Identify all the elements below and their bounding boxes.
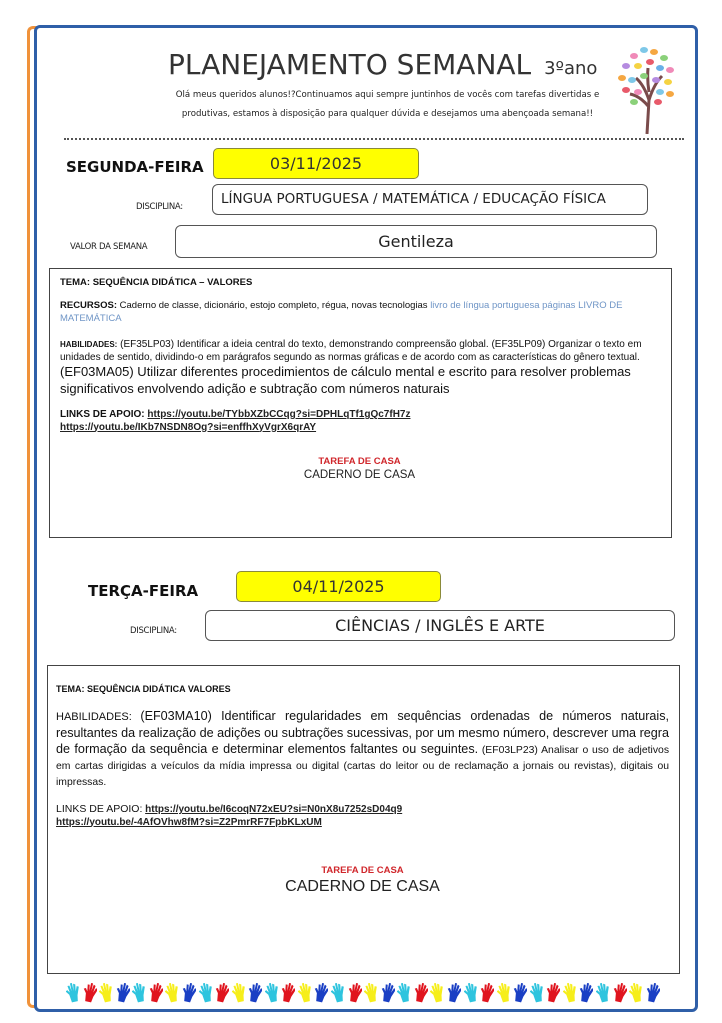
hand-icon <box>430 983 444 1003</box>
disciplina-label-monday: DISCIPLINA: <box>136 202 183 212</box>
hand-icon <box>464 983 478 1003</box>
hand-icon <box>99 983 113 1003</box>
hand-icon <box>165 983 179 1003</box>
habilidades-small-text: (EF03LP23) Analisar o uso de adjetivos em cartas dirigidas a veículos da mídia impressa ou digital (cartas do leitor ou de reclamação a jornais ou revistas), digitais ou impressas. <box>56 745 670 788</box>
hand-icon <box>579 983 593 1003</box>
hand-icon <box>132 983 146 1003</box>
links-label: LINKS DE APOIO: <box>56 803 143 815</box>
greeting-text: Olá meus queridos alunos!?Continuamos aqui sempre juntinhos de vocês com tarefas divertidas e produtivas, estamos à disposição para qualquer dúvida e desejamos uma abençoada semana!! <box>175 90 600 119</box>
hand-icon <box>364 983 378 1003</box>
tarefa-label-tuesday: TAREFA DE CASA <box>321 865 404 876</box>
disciplina-label-tuesday: DISCIPLINA: <box>130 626 177 636</box>
habilidades-monday <box>60 339 659 397</box>
hand-icon <box>629 983 643 1003</box>
hand-icon <box>397 983 411 1003</box>
tema-tuesday: TEMA: SEQUÊNCIA DIDÁTICA VALORES <box>56 684 231 694</box>
tree-icon <box>614 40 678 134</box>
tarefa-text-monday: CADERNO DE CASA <box>303 469 416 481</box>
hand-icon <box>381 983 395 1003</box>
hand-icon <box>646 983 660 1003</box>
hand-icon <box>563 983 577 1003</box>
hands-decorative-border <box>66 983 660 1005</box>
links-monday <box>60 409 659 434</box>
hand-icon <box>596 983 610 1003</box>
hand-icon <box>447 983 461 1003</box>
day-label-monday: SEGUNDA-FEIRA <box>66 158 204 176</box>
hand-icon <box>248 983 262 1003</box>
valor-semana-field[interactable]: Gentileza <box>175 225 657 258</box>
disciplina-field-monday[interactable]: LÍNGUA PORTUGUESA / MATEMÁTICA / EDUCAÇÃO FÍSICA <box>212 184 648 215</box>
dotted-divider <box>64 138 684 140</box>
hand-icon <box>281 983 295 1003</box>
hand-icon <box>414 983 428 1003</box>
hand-icon <box>182 983 196 1003</box>
disciplina-field-tuesday[interactable]: CIÊNCIAS / INGLÊS E ARTE <box>205 610 675 641</box>
title-text: PLANEJAMENTO SEMANAL <box>168 48 532 81</box>
hand-icon <box>116 983 130 1003</box>
habilidades-big-text: (EF03MA10) Identificar regularidades em sequências ordenadas de números naturais, resultantes da realização de adições ou subtrações sucessivas, por um mesmo número, descrever uma regra de formação da sequência e determinar elementos faltantes ou seguintes. <box>56 709 670 756</box>
hand-icon <box>66 983 80 1003</box>
tarefa-label-monday: TAREFA DE CASA <box>318 456 401 467</box>
recursos-monday <box>60 300 659 325</box>
hand-icon <box>314 983 328 1003</box>
links-tuesday <box>56 803 669 829</box>
support-link-1[interactable]: https://youtu.be/I6coqN72xEU?si=N0nX8u7252sD04q9 <box>145 804 403 815</box>
hand-icon <box>331 983 345 1003</box>
habilidades-label: HABILIDADES: <box>56 711 132 723</box>
hand-icon <box>497 983 511 1003</box>
date-field-monday[interactable]: 03/11/2025 <box>213 148 419 179</box>
recursos-text: Caderno de classe, dicionário, estojo completo, régua, novas tecnologias <box>119 300 428 311</box>
hand-icon <box>298 983 312 1003</box>
links-label: LINKS DE APOIO: <box>60 409 145 420</box>
hand-icon <box>480 983 494 1003</box>
recursos-label: RECURSOS: <box>60 300 118 311</box>
grade-label: 3ºano <box>544 58 598 79</box>
support-link-2[interactable]: https://youtu.be/-4AfOVhw8fM?si=Z2PmrRF7FpbKLxUM <box>56 816 322 828</box>
habilidades-tuesday <box>56 708 669 791</box>
hand-icon <box>613 983 627 1003</box>
habilidades-label: HABILIDADES: <box>60 340 118 349</box>
monday-content-box <box>49 268 672 538</box>
hand-icon <box>83 983 97 1003</box>
date-field-tuesday[interactable]: 04/11/2025 <box>236 571 441 602</box>
tarefa-text-tuesday: CADERNO DE CASA <box>285 878 440 895</box>
day-label-tuesday: TERÇA-FEIRA <box>88 582 199 600</box>
support-link-2[interactable]: https://youtu.be/IKb7NSDN8Og?si=enffhXyVgrX6qrAY <box>60 421 317 433</box>
hand-icon <box>149 983 163 1003</box>
tema-monday: TEMA: SEQUÊNCIA DIDÁTICA – VALORES <box>60 277 253 288</box>
hand-icon <box>513 983 527 1003</box>
tuesday-content-box <box>47 665 680 974</box>
hand-icon <box>265 983 279 1003</box>
hand-icon <box>348 983 362 1003</box>
hand-icon <box>546 983 560 1003</box>
hand-icon <box>530 983 544 1003</box>
habilidades-small-text: (EF35LP03) Identificar a ideia central do texto, demonstrando compreensão global. (EF35LP09) Organizar o texto em unidades de sentido, dividindo-o em parágrafos segundo as normas gráficas e de acordo com as características do gênero textual. <box>60 339 642 363</box>
hand-icon <box>199 983 213 1003</box>
support-link-1[interactable]: https://youtu.be/TYbbXZbCCqg?si=DPHLqTf1gQc7fH7z <box>147 409 411 420</box>
hand-icon <box>232 983 246 1003</box>
valor-semana-label: VALOR DA SEMANA <box>70 242 148 252</box>
habilidades-big-text: (EF03MA05) Utilizar diferentes procedimientos de cálculo mental e escrito para resolver problemas significativos envolvendo adição e subtração com números naturais <box>60 364 631 396</box>
page-title <box>168 48 597 81</box>
hand-icon <box>215 983 229 1003</box>
recursos-books: livro de língua portuguesa páginas LIVRO DE MATEMÁTICA <box>60 300 623 324</box>
